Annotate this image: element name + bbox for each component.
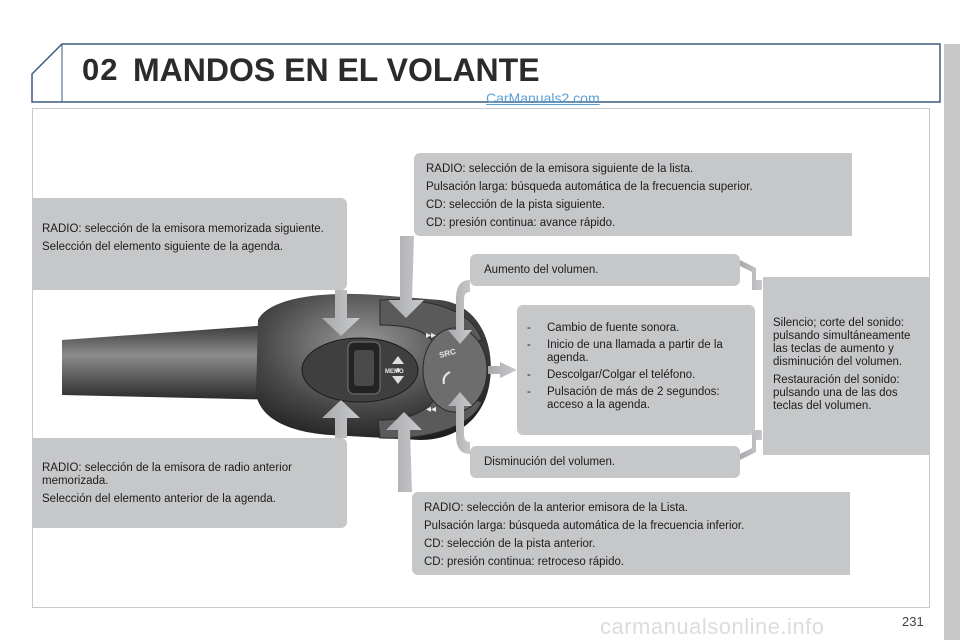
memo-label: MEMO [385,369,404,375]
source-phone-list [527,322,745,412]
page-title: MANDOS EN EL VOLANTE [133,52,540,88]
callout-next-preset [32,198,347,290]
next-icon: ▸▸ [426,330,437,341]
bullet: - [527,339,531,351]
prev-icon: ◂◂ [426,404,437,415]
callout-text: Pulsación larga: búsqueda automática de la frecuencia inferior. [424,520,745,532]
watermark-link[interactable]: CarManuals2.com [486,90,600,106]
callout-text: RADIO: selección de la anterior emisora de la Lista. [424,502,688,514]
callout-source-phone [517,305,755,435]
callout-text: CD: presión continua: retroceso rápido. [424,556,625,568]
callout-text: CD: selección de la pista anterior. [424,538,596,550]
chapter-number: 02 [82,52,119,87]
bullet: - [527,386,531,398]
list-item: - Inicio de una llamada a partir de la agenda. [527,339,723,364]
callout-volume-up [470,254,740,286]
callout-text: Aumento del volumen. [484,264,599,276]
bullet: - [527,322,531,334]
callout-prev-station [412,492,850,575]
list-item: - Pulsación de más de 2 segundos: acceso a la agenda. [527,386,720,411]
page-number: 231 [902,614,924,629]
callout-text: Restauración del sonido: pulsando una de las dos teclas del volumen. [773,374,900,412]
callout-text: RADIO: selección de la emisora siguiente de la lista. [426,163,694,175]
callout-text: Silencio; corte del sonido: pulsando simultáneamente las teclas de aumento y disminución del volumen. [773,317,911,368]
bullet: - [527,369,531,381]
callout-text: CD: selección de la pista siguiente. [426,199,605,211]
callout-text: Pulsación larga: búsqueda automática de la frecuencia superior. [426,181,753,193]
callout-text: Selección del elemento siguiente de la agenda. [42,241,284,253]
callout-prev-preset [32,438,347,528]
callout-text: Selección del elemento anterior de la agenda. [42,493,276,505]
footer-watermark: carmanualsonline.info [600,614,825,639]
callout-text: RADIO: selección de la emisora de radio anterior memorizada. [42,462,292,487]
callout-text: Disminución del volumen. [484,456,616,468]
callout-volume-down [470,446,740,478]
callout-mute [763,277,929,455]
callout-text: CD: presión continua: avance rápido. [426,217,616,229]
list-item: - Cambio de fuente sonora. [527,322,680,334]
list-item: - Descolgar/Colgar el teléfono. [527,369,696,381]
callout-text: RADIO: selección de la emisora memorizada siguiente. [42,223,324,235]
src-label: SRC [438,346,457,360]
stalk-shaft [62,325,285,400]
callout-next-station [414,153,852,236]
